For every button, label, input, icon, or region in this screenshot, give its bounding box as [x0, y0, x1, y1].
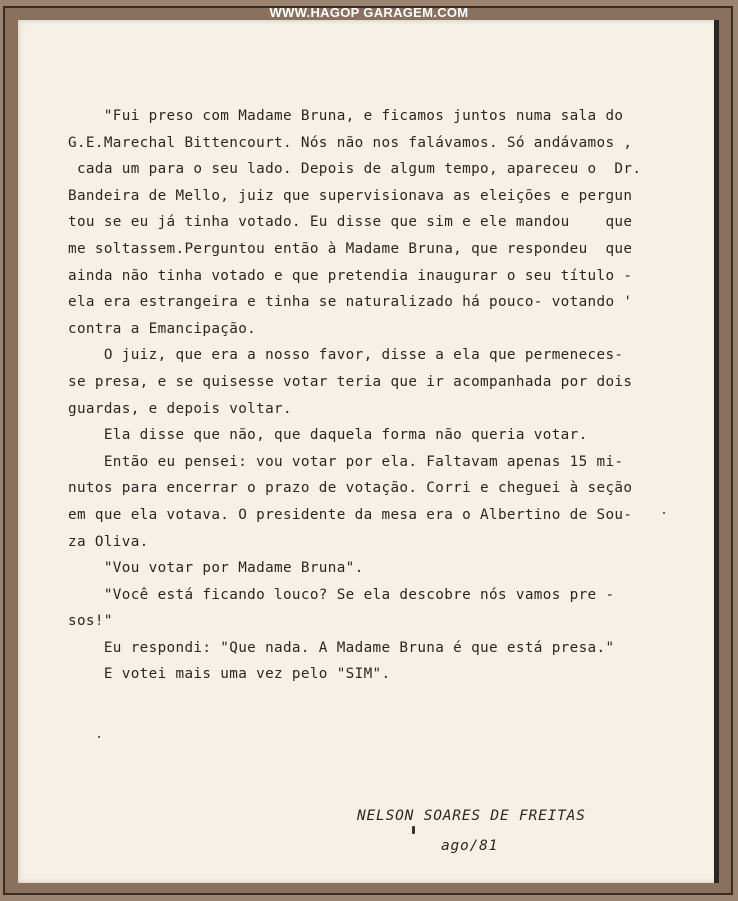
text-line: cada um para o seu lado. Depois de algum tempo, apareceu o Dr. [68, 161, 642, 178]
text-line: "Fui preso com Madame Bruna, e ficamos juntos numa sala do [68, 108, 624, 124]
text-line: ainda não tinha votado e que pretendia inaugurar o seu título - [68, 267, 633, 284]
text-line: Então eu pensei: vou votar por ela. Faltavam apenas 15 mi- [68, 453, 624, 470]
text-line: contra a Emancipação. [68, 320, 257, 337]
text-line: "Você está ficando louco? Se ela descobre nós vamos pre - [68, 586, 615, 603]
text-line: "Vou votar por Madame Bruna". [68, 560, 364, 577]
text-line: sos!" [68, 613, 113, 630]
text-line: G.E.Marechal Bittencourt. Nós não nos falávamos. Só andávamos , [68, 134, 633, 151]
text-line: guardas, e depois voltar. [68, 400, 292, 417]
text-line: Ela disse que não, que daquela forma não queria votar. [68, 427, 588, 444]
text-line: Eu respondi: "Que nada. A Madame Bruna é que está presa." [68, 639, 615, 656]
text-line: tou se eu já tinha votado. Eu disse que sim e ele mandou que [68, 214, 633, 231]
text-line: Bandeira de Mello, juiz que supervisionava as eleições e pergun [68, 187, 633, 204]
paper-speck [412, 826, 415, 834]
text-line: ela era estrangeira e tinha se naturalizado há pouco- votando ' [68, 294, 633, 311]
paper-speck [98, 736, 100, 738]
paper-speck [663, 512, 665, 514]
text-line: O juiz, que era a nosso favor, disse a ela que permeneces- [68, 347, 624, 364]
watermark-url: WWW.HAGOP GARAGEM.COM [269, 5, 469, 20]
page-edge-shadow [714, 20, 719, 883]
text-line: nutos para encerrar o prazo de votação. Corri e cheguei à seção [68, 480, 633, 497]
text-line: em que ela votava. O presidente da mesa era o Albertino de Sou- [68, 506, 633, 523]
author-signature: NELSON SOARES DE FREITAS [357, 808, 586, 824]
text-line: me soltassem.Perguntou então à Madame Bruna, que respondeu que [68, 240, 633, 257]
text-line: E votei mais uma vez pelo "SIM". [68, 666, 391, 683]
text-line: se presa, e se quisesse votar teria que ir acompanhada por dois [68, 373, 633, 390]
text-line: za Oliva. [68, 533, 149, 550]
document-date: ago/81 [441, 838, 499, 854]
document-body [68, 103, 668, 688]
